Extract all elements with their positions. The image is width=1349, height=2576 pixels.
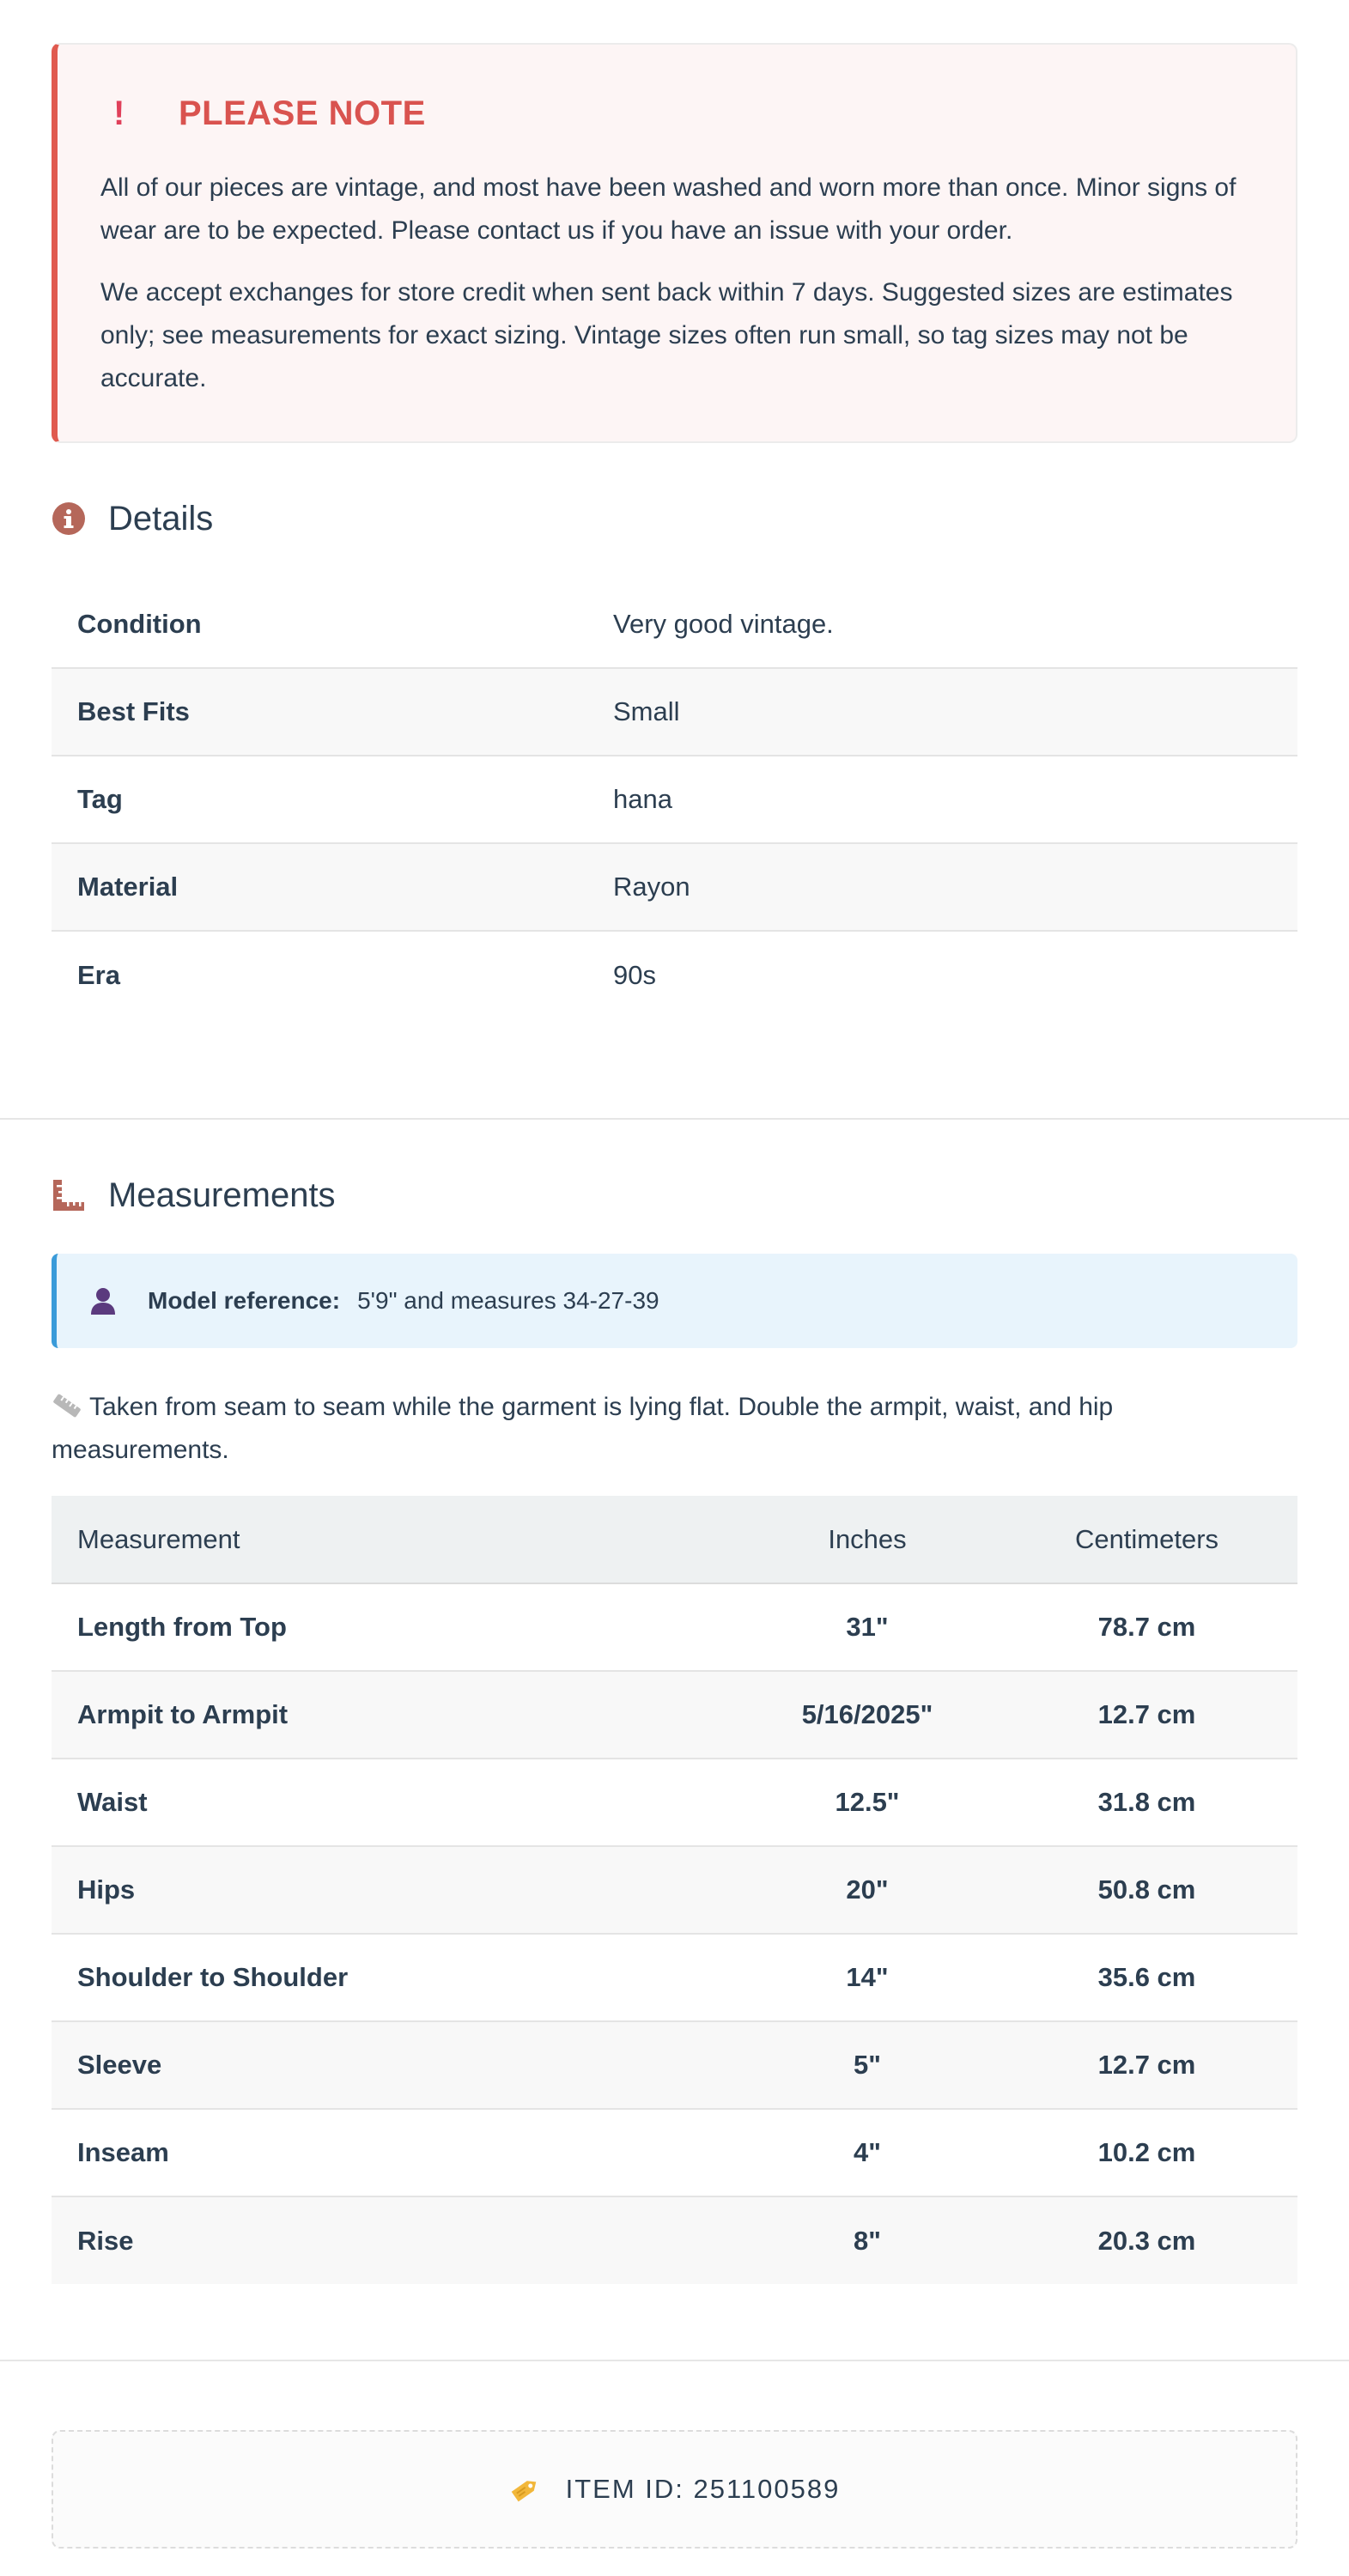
detail-value: Small <box>613 668 1297 756</box>
details-title: Details <box>108 499 214 538</box>
measurement-name: Inseam <box>52 2109 738 2196</box>
measurement-inches: 31" <box>738 1583 996 1671</box>
measurement-cm: 78.7 cm <box>996 1583 1297 1671</box>
measurement-name: Waist <box>52 1759 738 1846</box>
column-header-inches: Inches <box>738 1496 996 1583</box>
measurement-cm: 12.7 cm <box>996 1671 1297 1759</box>
measurement-inches: 5" <box>738 2021 996 2109</box>
section-divider <box>0 1118 1349 1120</box>
table-row <box>52 2196 1297 2284</box>
measurement-cm: 31.8 cm <box>996 1759 1297 1846</box>
please-note-box <box>52 43 1297 443</box>
details-heading <box>52 493 1297 544</box>
model-reference-label: Model reference: <box>148 1287 341 1314</box>
measurement-inches: 20" <box>738 1846 996 1934</box>
measurements-table <box>52 1496 1297 2284</box>
table-row <box>52 756 1297 843</box>
table-row <box>52 1846 1297 1934</box>
table-row <box>52 1671 1297 1759</box>
info-icon <box>52 501 86 536</box>
item-id-box <box>52 2430 1297 2549</box>
table-row <box>52 580 1297 668</box>
column-header-centimeters: Centimeters <box>996 1496 1297 1583</box>
measurement-inches: 12.5" <box>738 1759 996 1846</box>
measurement-cm: 35.6 cm <box>996 1934 1297 2021</box>
measurement-inches: 8" <box>738 2196 996 2284</box>
model-reference-value: 5'9" and measures 34-27-39 <box>357 1287 659 1314</box>
measurement-inches: 4" <box>738 2109 996 2196</box>
measurement-name: Rise <box>52 2196 738 2284</box>
model-reference <box>52 1254 1297 1348</box>
tag-icon <box>509 2473 542 2506</box>
table-row <box>52 1583 1297 1671</box>
detail-value: Very good vintage. <box>613 580 1297 668</box>
instructions-text: Taken from seam to seam while the garment is lying flat. Double the armpit, waist, and hip measurements. <box>52 1393 1114 1464</box>
note-paragraph-1: All of our pieces are vintage, and most have been washed and worn more than once. Minor signs of wear are to be expected. Please contact us if you have an issue with your order. <box>100 173 1237 245</box>
detail-label: Era <box>77 959 120 990</box>
measurements-heading <box>52 1170 1297 1221</box>
details-table <box>52 580 1297 1018</box>
table-row <box>52 2021 1297 2109</box>
measurement-cm: 20.3 cm <box>996 2196 1297 2284</box>
person-icon <box>88 1285 118 1316</box>
column-header-measurement: Measurement <box>52 1496 738 1583</box>
table-row <box>52 1934 1297 2021</box>
ruler-icon <box>52 1178 86 1212</box>
measurement-name: Sleeve <box>52 2021 738 2109</box>
table-row <box>52 2109 1297 2196</box>
detail-value: 90s <box>613 959 656 990</box>
measurement-name: Length from Top <box>52 1583 738 1671</box>
measurement-cm: 10.2 cm <box>996 2109 1297 2196</box>
table-row <box>52 843 1297 931</box>
detail-label: Best Fits <box>52 668 613 756</box>
table-row <box>52 931 1297 1018</box>
measurement-instructions <box>52 1386 1297 1472</box>
exclamation-icon: ! <box>113 94 125 132</box>
measurement-cm: 12.7 cm <box>996 2021 1297 2109</box>
section-divider <box>0 2360 1349 2361</box>
detail-value: hana <box>613 756 1297 843</box>
table-row <box>52 1759 1297 1846</box>
measurement-cm: 50.8 cm <box>996 1846 1297 1934</box>
note-header <box>100 89 1253 137</box>
measurement-name: Shoulder to Shoulder <box>52 1934 738 2021</box>
table-header-row <box>52 1496 1297 1583</box>
measurement-inches: 14" <box>738 1934 996 2021</box>
item-id-label: ITEM ID: 251100589 <box>565 2474 841 2504</box>
detail-label: Material <box>52 843 613 931</box>
detail-label: Condition <box>52 580 613 668</box>
detail-label: Tag <box>52 756 613 843</box>
measurement-name: Hips <box>52 1846 738 1934</box>
table-row <box>52 668 1297 756</box>
measurements-title: Measurements <box>108 1176 336 1214</box>
note-paragraph-2: We accept exchanges for store credit when sent back within 7 days. Suggested sizes are estimates only; see measurements for exact sizing. Vintage sizes often run small, so tag sizes may not be accurate. <box>100 278 1233 392</box>
measurement-name: Armpit to Armpit <box>52 1671 738 1759</box>
straight-ruler-icon <box>52 1393 82 1419</box>
detail-value: Rayon <box>613 843 1297 931</box>
measurement-inches: 5/16/2025" <box>738 1671 996 1759</box>
note-title: PLEASE NOTE <box>179 94 426 132</box>
